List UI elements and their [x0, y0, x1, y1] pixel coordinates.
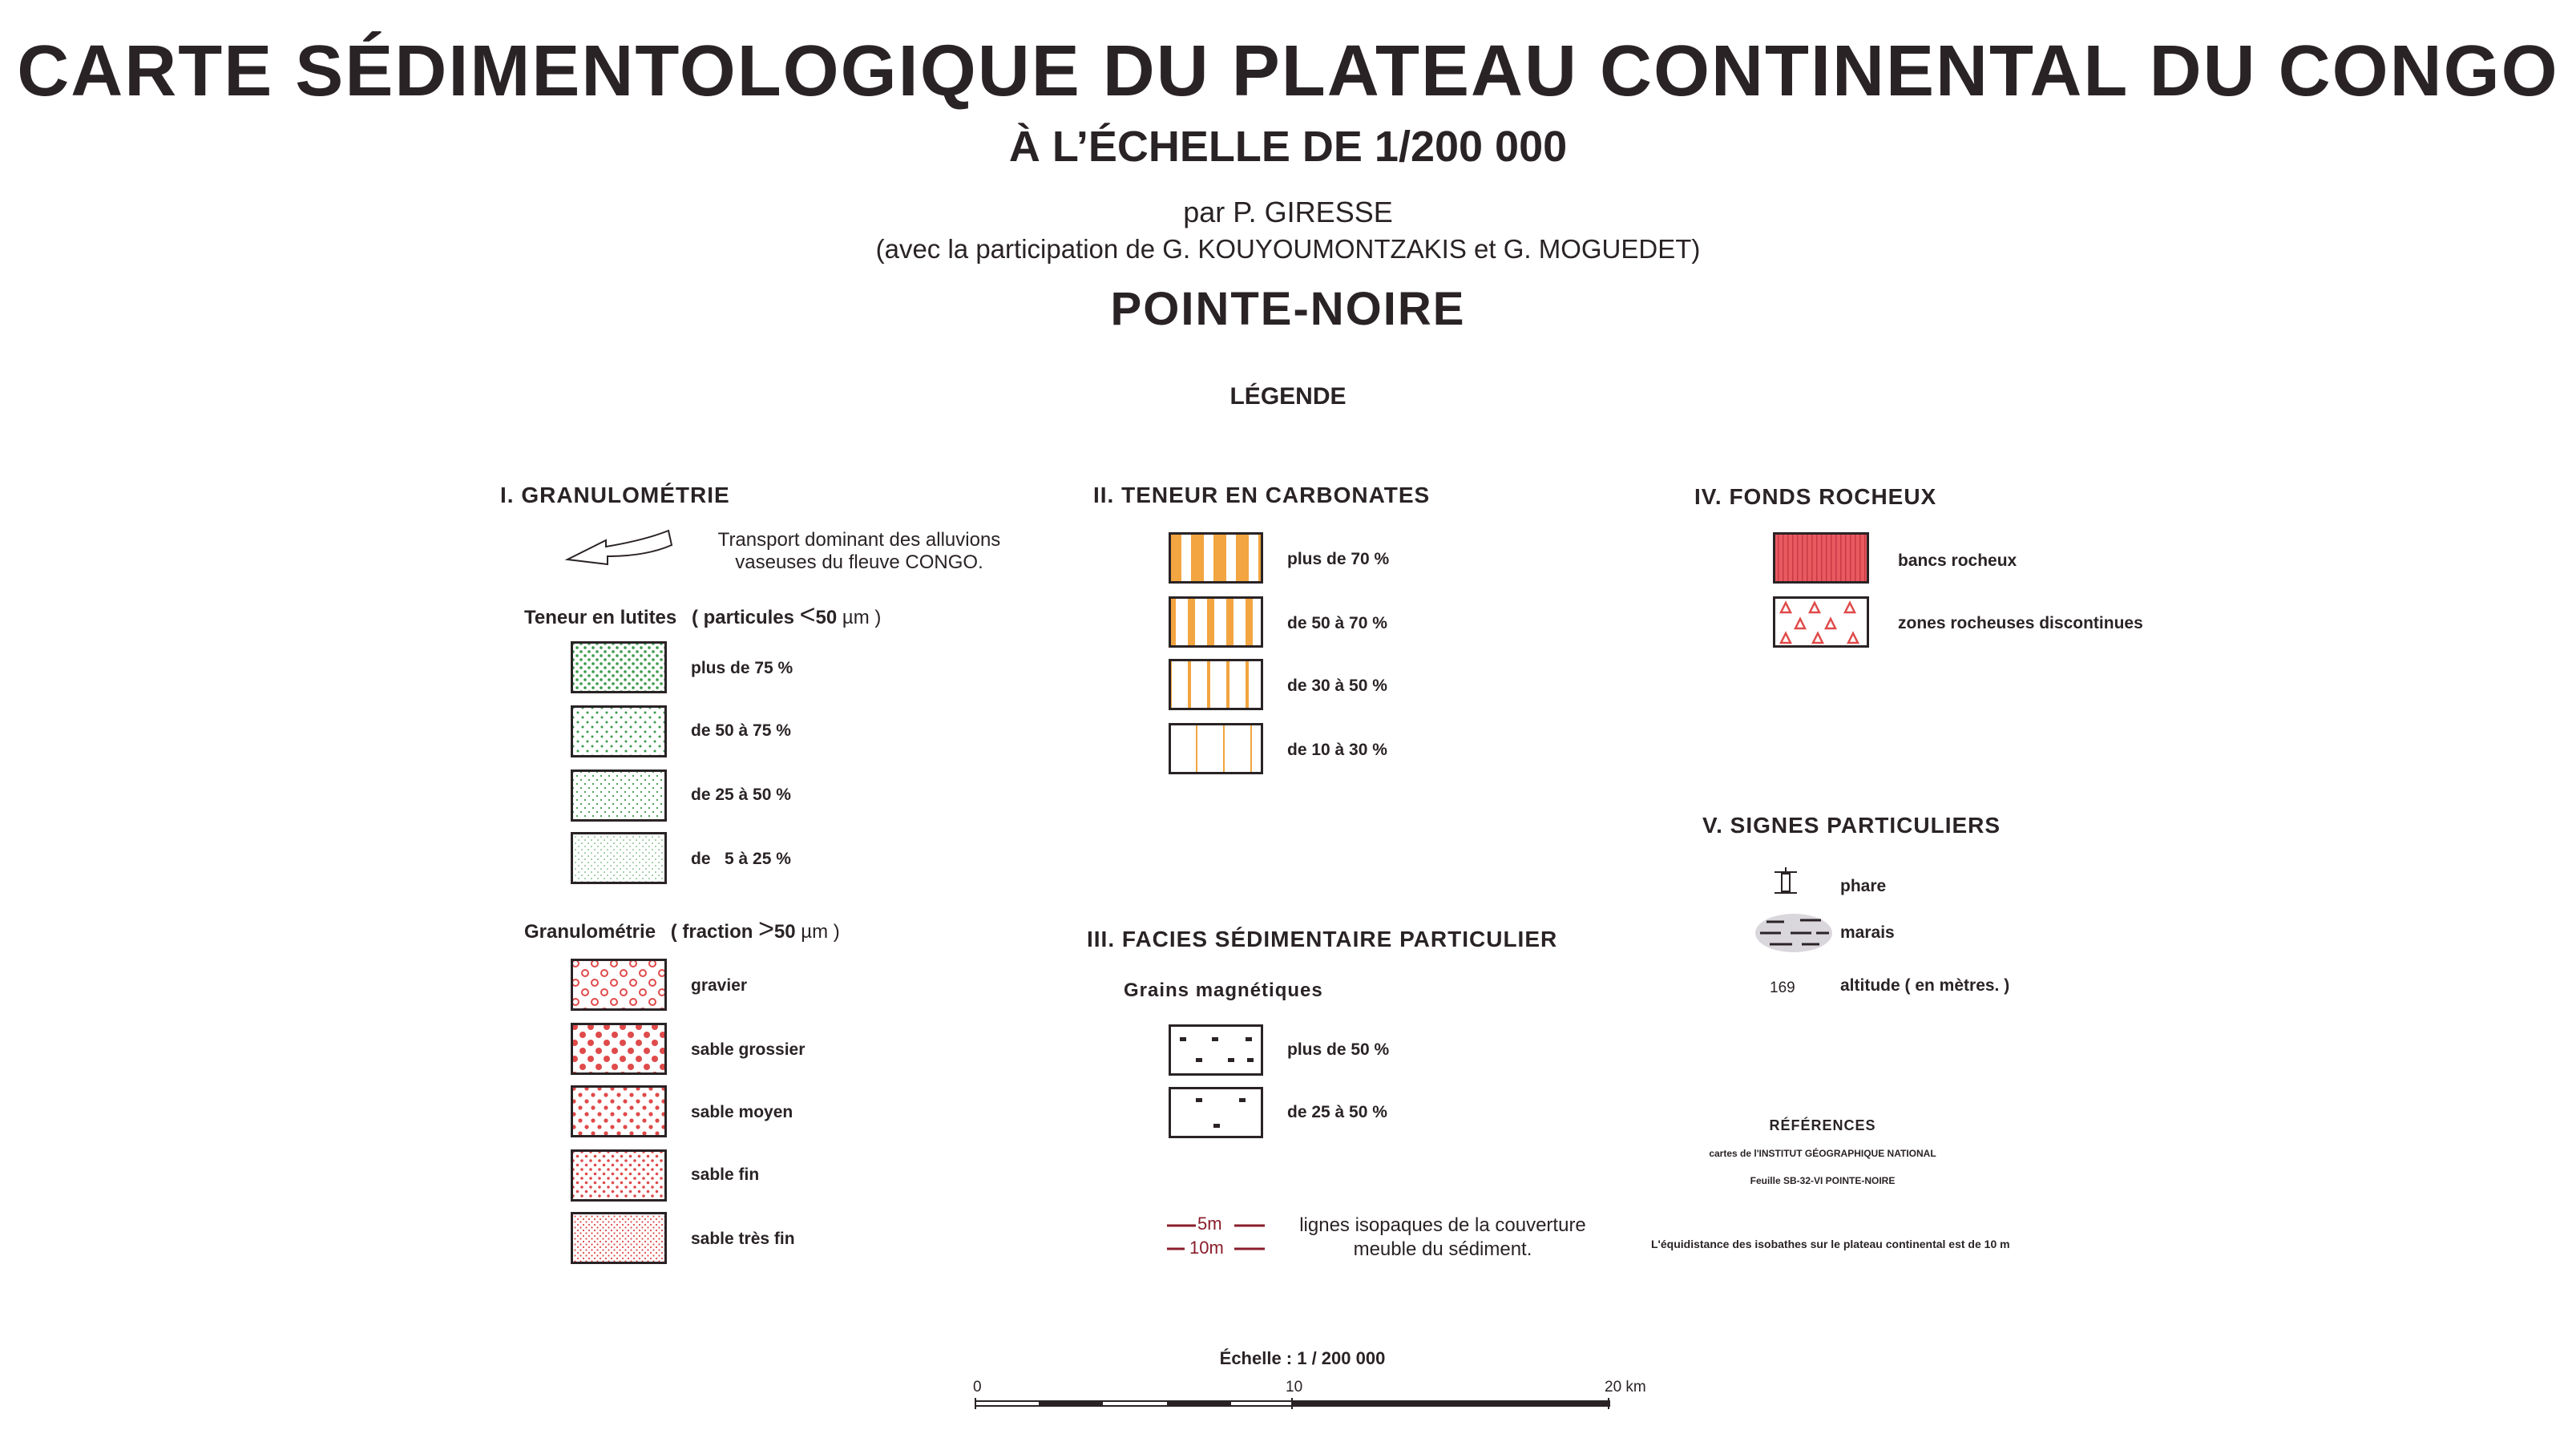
swatch-magnetic-25 — [1169, 1087, 1263, 1138]
swatch-lutites-25 — [571, 769, 667, 822]
signe-phare-label: phare — [1840, 877, 1887, 895]
transport-line1: Transport dominant des alluvions — [717, 529, 1001, 551]
isopaque-10m: 10m — [1189, 1238, 1224, 1258]
swatch-carbonates-70 — [1169, 532, 1263, 584]
carbonates-label-50: de 50 à 70 % — [1287, 614, 1387, 632]
lutites-label-75: plus de 75 % — [691, 659, 793, 677]
isopaque-line2: meuble du sédiment. — [1353, 1238, 1532, 1260]
transport-line2: vaseuses du fleuve CONGO. — [735, 551, 983, 573]
section-signes-heading: V. SIGNES PARTICULIERS — [1702, 813, 2001, 838]
author: par P. GIRESSE — [1183, 196, 1393, 228]
fraction-label-sable-tres-fin: sable très fin — [691, 1230, 795, 1248]
swatch-magnetic-50 — [1169, 1024, 1263, 1076]
section-facies-heading: III. FACIES SÉDIMENTAIRE PARTICULIER — [1087, 927, 1558, 951]
swatch-gravier — [571, 959, 667, 1011]
magnetic-label-50: plus de 50 % — [1287, 1040, 1390, 1059]
lutites-label-5: de 5 à 25 % — [691, 850, 791, 868]
sheet-name: POINTE-NOIRE — [1110, 283, 1466, 335]
fraction-label-sable-moyen: sable moyen — [691, 1103, 793, 1121]
fraction-title-a: Granulométrie — [524, 921, 656, 943]
section-granulometrie-heading: I. GRANULOMÉTRIE — [500, 483, 730, 507]
lutites-title-a: Teneur en lutites — [524, 607, 677, 628]
fraction-title — [524, 914, 840, 945]
scale-bar — [975, 1398, 1616, 1411]
lutites-title-c: 50 — [815, 607, 838, 628]
signe-marais-label: marais — [1840, 923, 1895, 942]
fraction-title-d: µm ) — [801, 921, 840, 943]
magnetic-label-25: de 25 à 50 % — [1287, 1103, 1387, 1121]
scale-subtitle: À L’ÉCHELLE DE 1/200 000 — [1008, 123, 1568, 171]
swatch-sable-tres-fin — [571, 1212, 667, 1264]
swatch-lutites-75 — [571, 641, 667, 693]
swatch-sable-grossier — [571, 1023, 667, 1075]
lutites-title-d: µm ) — [842, 607, 882, 628]
fraction-label-sable-grossier: sable grossier — [691, 1040, 806, 1059]
rocheux-label-bancs: bancs rocheux — [1898, 551, 2017, 570]
fraction-title-b: ( fraction — [670, 921, 753, 943]
swatch-carbonates-10 — [1169, 723, 1263, 774]
swatch-carbonates-50 — [1169, 596, 1263, 648]
scale-tick-0: 0 — [973, 1379, 982, 1396]
swatch-lutites-50 — [571, 705, 667, 757]
isopaque-description — [1282, 1214, 1603, 1262]
lutites-title-b: ( particules — [691, 607, 794, 628]
section-rocheux-heading: IV. FONDS ROCHEUX — [1694, 484, 1937, 509]
carbonates-label-10: de 10 à 30 % — [1287, 741, 1387, 759]
fraction-label-sable-fin: sable fin — [691, 1165, 760, 1184]
transport-description — [691, 529, 1028, 574]
fraction-label-gravier: gravier — [691, 976, 748, 995]
less-than-icon: < — [799, 600, 816, 630]
fraction-title-c: 50 — [773, 921, 796, 943]
rocheux-label-zones: zones rocheuses discontinues — [1898, 614, 2143, 632]
lutites-label-25: de 25 à 50 % — [691, 786, 791, 804]
marsh-icon — [1752, 911, 1835, 955]
map-title: CARTE SÉDIMENTOLOGIQUE DU PLATEAU CONTINENTAL DU CONGO — [17, 31, 2559, 111]
scale-tick-20: 20 km — [1605, 1379, 1646, 1396]
greater-than-icon: > — [758, 914, 774, 944]
swatch-lutites-5 — [571, 832, 667, 884]
grains-magnetiques-title: Grains magnétiques — [1124, 980, 1323, 1001]
scale-label: Échelle : 1 / 200 000 — [1219, 1348, 1386, 1368]
lighthouse-icon — [1770, 867, 1802, 899]
scale-tick-10: 10 — [1286, 1379, 1303, 1396]
altitude-value: 169 — [1770, 980, 1795, 996]
lutites-title — [524, 600, 881, 631]
references-heading: RÉFÉRENCES — [1769, 1117, 1876, 1133]
carbonates-label-30: de 30 à 50 % — [1287, 677, 1387, 695]
isopaque-line1: lignes isopaques de la couverture — [1299, 1214, 1586, 1236]
references-line1: cartes de l'INSTITUT GÉOGRAPHIQUE NATIONAL — [1709, 1148, 1936, 1159]
section-carbonates-heading: II. TENEUR EN CARBONATES — [1093, 483, 1431, 507]
swatch-carbonates-30 — [1169, 659, 1263, 710]
carbonates-label-70: plus de 70 % — [1287, 550, 1390, 568]
references-line2: Feuille SB-32-VI POINTE-NOIRE — [1750, 1175, 1896, 1186]
transport-arrow-icon — [564, 529, 676, 569]
swatch-sable-fin — [571, 1149, 667, 1202]
lutites-label-50: de 50 à 75 % — [691, 721, 791, 740]
isopaque-5m: 5m — [1197, 1214, 1222, 1234]
swatch-bancs-rocheux — [1773, 532, 1869, 584]
equidistance-note: L'équidistance des isobathes sur le plateau continental est de 10 m — [1651, 1238, 2010, 1250]
legend-title: LÉGENDE — [1229, 383, 1347, 410]
altitude-label: altitude ( en mètres. ) — [1840, 976, 2010, 995]
swatch-sable-moyen — [571, 1085, 667, 1137]
collaborators: (avec la participation de G. KOUYOUMONTZAKIS et G. MOGUEDET) — [875, 234, 1701, 264]
swatch-zones-rocheuses — [1773, 596, 1869, 648]
